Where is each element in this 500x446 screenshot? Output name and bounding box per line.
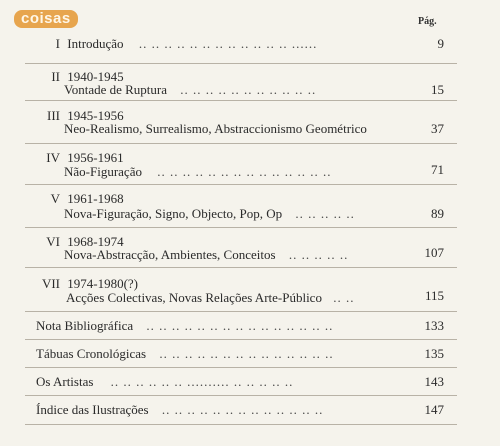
divider <box>25 100 457 101</box>
page-number: 135 <box>424 346 444 361</box>
dot-leaders: .. .. .. .. .. .. .. .. .. .. .. .. .. .. .. <box>146 318 334 333</box>
entry-title: Índice das Ilustrações <box>36 402 149 417</box>
dot-leaders: .. .. .. .. .. .. .. .. .. .. .. <box>180 82 317 97</box>
page-number: 71 <box>431 162 444 177</box>
section-badge: coisas <box>14 10 78 28</box>
divider <box>25 339 457 340</box>
chapter-title: Nova-Figuração, Signo, Objecto, Pop, Op <box>64 206 283 221</box>
chapter-number: II <box>51 69 60 84</box>
entry-title: Tábuas Cronológicas <box>36 346 147 361</box>
page-number: 107 <box>424 245 444 260</box>
chapter-title: Não-Figuração <box>64 164 142 179</box>
page-number: 143 <box>424 374 444 389</box>
entry-title: Os Artistas <box>36 374 94 389</box>
page-number: 9 <box>437 36 444 51</box>
chapter-period: 1945-1956 <box>67 108 124 123</box>
chapter-number: VI <box>46 234 60 249</box>
dot-leaders: .. .. .. .. .. .. .. .. .. .. .. .. .. .. <box>157 164 332 179</box>
chapter-period: 1940-1945 <box>67 69 124 84</box>
chapter-title: Vontade de Ruptura <box>64 82 168 97</box>
page-number: 15 <box>431 82 444 97</box>
divider <box>25 63 457 64</box>
page-number: 37 <box>431 121 444 136</box>
chapter-period: 1961-1968 <box>67 191 124 206</box>
divider <box>25 424 457 425</box>
dot-leaders: .. .. .. .. .. <box>288 247 349 262</box>
divider <box>25 267 457 268</box>
chapter-period: 1956-1961 <box>67 150 124 165</box>
dot-leaders: .. .. .. .. .. .. .. .. .. .. .. .. ...... <box>138 36 318 51</box>
page-number: 115 <box>424 288 444 303</box>
dot-leaders: .. .. <box>333 290 355 305</box>
chapter-period: 1974-1980(?) <box>67 276 139 291</box>
chapter-title: Introdução <box>67 36 124 51</box>
chapter-number: IV <box>46 150 60 165</box>
chapter-number: V <box>50 191 60 206</box>
entry-title: Nota Bibliográfica <box>36 318 134 333</box>
dot-leaders: .. .. .. .. .. .. .. .. .. .. .. .. .. .. <box>159 346 334 361</box>
divider <box>25 395 457 396</box>
dot-leaders: .. .. .. .. .. .. .......... .. .. .. .. .. <box>110 374 294 389</box>
chapter-number: I <box>55 36 60 51</box>
dot-leaders: .. .. .. .. .. <box>295 206 355 221</box>
chapter-period: 1968-1974 <box>67 234 124 249</box>
dot-leaders: .. .. .. .. .. .. .. .. .. .. .. .. .. <box>161 402 324 417</box>
divider <box>25 367 457 368</box>
chapter-number: VII <box>41 276 60 291</box>
chapter-number: III <box>47 108 60 123</box>
divider <box>25 311 457 312</box>
chapter-title: Acções Colectivas, Novas Relações Arte-Público <box>66 290 322 305</box>
chapter-title: Neo-Realismo, Surrealismo, Abstraccionismo Geométrico <box>64 121 367 136</box>
page-column-header: Pág. <box>418 16 437 27</box>
page-number: 133 <box>424 318 444 333</box>
page-number: 147 <box>424 402 444 417</box>
page-number: 89 <box>431 206 444 221</box>
divider <box>25 227 457 228</box>
divider <box>25 184 457 185</box>
chapter-title: Nova-Abstracção, Ambientes, Conceitos <box>64 247 276 262</box>
divider <box>25 143 457 144</box>
